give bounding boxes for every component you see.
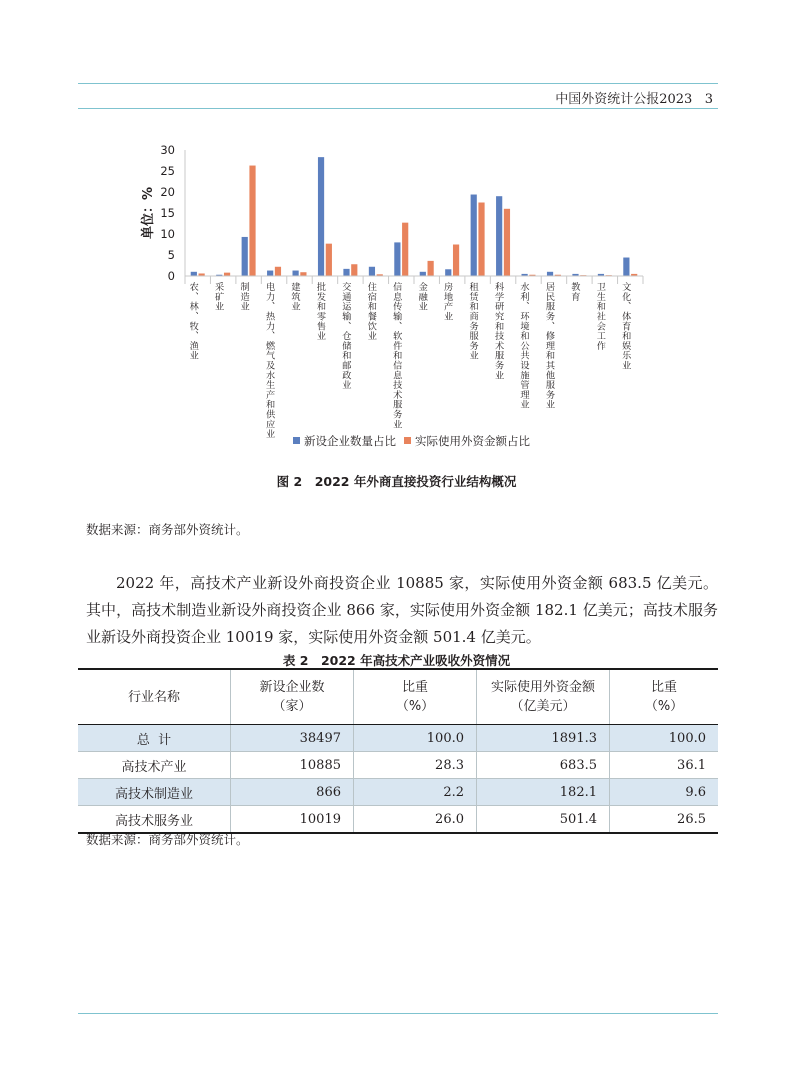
industry-structure-chart: [135, 135, 655, 457]
x-category-label: 建筑业: [289, 282, 300, 312]
header-title: 中国外资统计公报2023: [555, 92, 693, 107]
table-cell: 26.0: [354, 806, 477, 834]
bar-actual-fdi: [249, 166, 255, 276]
row-name: 高技术制造业: [78, 779, 231, 806]
table-row: [78, 779, 718, 806]
row-name: 高技术产业: [78, 752, 231, 779]
bar-new-enterprises: [547, 272, 553, 276]
y-tick-label: 10: [160, 227, 175, 241]
x-category-label: 居民服务、修理和其他服务业: [543, 282, 555, 410]
row-name: 总 计: [78, 725, 231, 752]
table-cell: 36.1: [610, 752, 719, 779]
table-row: [78, 725, 718, 752]
data-source-2: 数据来源：商务部外资统计。: [86, 832, 249, 847]
header-cell: 实际使用外资金额 （亿美元）: [477, 669, 610, 725]
y-tick-label: 0: [167, 269, 175, 283]
x-category-label: 文化、体育和娱乐业: [619, 282, 631, 371]
bottom-rule: [78, 1013, 718, 1014]
header-cell: 比重 （%）: [354, 669, 477, 725]
x-category-label: 教育: [568, 282, 580, 302]
table-row: [78, 806, 718, 834]
bar-new-enterprises: [267, 271, 273, 276]
bar-new-enterprises: [623, 258, 629, 276]
table-header-row: [78, 669, 718, 725]
table-cell: 9.6: [610, 779, 719, 806]
bar-new-enterprises: [191, 272, 197, 276]
table-cell: 182.1: [477, 779, 610, 806]
legend-label: 新设企业数量占比: [304, 434, 396, 448]
legend-label: 实际使用外资金额占比: [415, 434, 530, 448]
table-row: [78, 752, 718, 779]
table-caption: 表 2 2022 年高技术产业吸收外资情况: [282, 653, 511, 668]
y-tick-label: 15: [160, 206, 175, 220]
bar-new-enterprises: [318, 157, 324, 276]
x-category-label: 电力、热力、燃气及水生产和供应业: [263, 282, 275, 439]
y-tick-label: 20: [160, 185, 175, 199]
x-category-label: 金融业: [416, 282, 428, 312]
x-category-label: 科学研究和技术服务业: [492, 282, 504, 380]
table-cell: 100.0: [610, 725, 719, 752]
header-cell: 行业名称: [78, 669, 231, 725]
y-tick-label: 30: [160, 143, 175, 157]
x-category-label: 采矿业: [212, 282, 224, 312]
header-cell: 新设企业数 （家）: [231, 669, 354, 725]
table-cell: 100.0: [354, 725, 477, 752]
table-cell: 26.5: [610, 806, 719, 834]
table-cell: 2.2: [354, 779, 477, 806]
table-cell: 683.5: [477, 752, 610, 779]
x-category-label: 农、林、牧、渔业: [187, 282, 199, 361]
top-rule: [78, 83, 718, 84]
x-category-label: 水利、环境和公共设施管理业: [518, 282, 529, 410]
bar-actual-fdi: [453, 245, 459, 277]
table-cell: 1891.3: [477, 725, 610, 752]
bar-actual-fdi: [300, 272, 306, 276]
bar-actual-fdi: [351, 264, 357, 276]
bar-new-enterprises: [420, 272, 426, 276]
x-category-label: 卫生和社会工作: [594, 282, 606, 351]
y-tick-label: 5: [167, 248, 175, 262]
x-category-label: 交通运输、仓储和邮政业: [339, 282, 351, 390]
header-cell: 比重 （%）: [610, 669, 719, 725]
bar-actual-fdi: [224, 273, 230, 276]
bar-new-enterprises: [293, 271, 299, 276]
y-axis-label: 单位：%: [141, 186, 156, 240]
header-rule: [78, 108, 718, 109]
body-paragraph: 2022 年，高技术产业新设外商投资企业 10885 家，实际使用外资金额 683.5 亿美元。其中，高技术制造业新设外商投资企业 866 家，实际使用外资金额 182.1 亿美元；高技术服务业新设外商投资企业 10019 家，实际使用外资金额 501.4 亿美元。: [86, 574, 718, 646]
legend-swatch: [404, 437, 411, 444]
row-name: 高技术服务业: [78, 806, 231, 834]
bar-actual-fdi: [326, 244, 332, 276]
x-category-label: 房地产业: [441, 282, 453, 322]
bar-new-enterprises: [394, 242, 400, 276]
data-source-1: 数据来源：商务部外资统计。: [86, 522, 249, 537]
x-category-label: 制造业: [238, 282, 250, 312]
x-category-label: 住宿和餐饮业: [365, 282, 377, 341]
bar-actual-fdi: [275, 267, 281, 276]
table-cell: 866: [231, 779, 354, 806]
bar-actual-fdi: [402, 223, 408, 276]
bar-new-enterprises: [343, 269, 349, 276]
bar-new-enterprises: [369, 267, 375, 276]
table-cell: 28.3: [354, 752, 477, 779]
table-cell: 38497: [231, 725, 354, 752]
bar-actual-fdi: [428, 261, 434, 276]
legend-swatch: [293, 437, 300, 444]
bar-actual-fdi: [478, 203, 484, 277]
table-cell: 501.4: [477, 806, 610, 834]
bar-new-enterprises: [242, 237, 248, 276]
bar-new-enterprises: [445, 269, 451, 276]
bar-new-enterprises: [471, 195, 477, 276]
table-cell: 10019: [231, 806, 354, 834]
x-category-label: 信息传输、软件和信息技术服务业: [390, 282, 402, 429]
x-category-label: 批发和零售业: [314, 282, 326, 341]
bar-new-enterprises: [496, 196, 502, 276]
x-category-label: 租赁和商务服务业: [467, 282, 479, 361]
figure-caption: 图 2 2022 年外商直接投资行业结构概况: [276, 474, 517, 489]
y-tick-label: 25: [160, 164, 175, 178]
table-cell: 10885: [231, 752, 354, 779]
bar-actual-fdi: [504, 209, 510, 276]
running-header: [555, 88, 713, 107]
page-number: 3: [704, 92, 713, 107]
high-tech-table: [78, 668, 718, 834]
